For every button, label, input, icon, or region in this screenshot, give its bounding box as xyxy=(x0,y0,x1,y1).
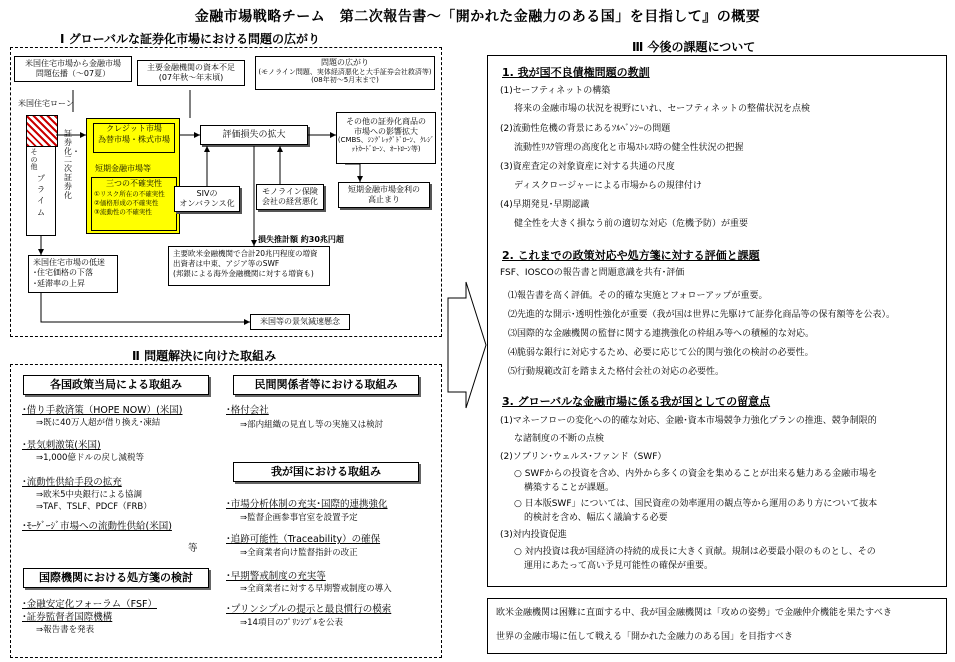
issue3-item3: (3)対内投資促進 xyxy=(500,530,567,540)
japan-item-analysis: ･市場分析体制の充実･国際的連携強化 xyxy=(226,499,388,510)
gov-item-liquidity: ･流動性供給手段の拡充 xyxy=(22,477,122,488)
gov-item-hope-now: ･借り手救済策（HOPE NOW）(米国) xyxy=(22,405,183,416)
issue3-item3a-2: 運用にあたって高い予見可能性の確保が重要。 xyxy=(524,561,714,571)
issue3-item2b-1: ○ 日本版SWF」については、国民資産の効率運用の観点等から運用のあり方について抜本 xyxy=(514,499,878,509)
japan-item-traceability: ･追跡可能性（Traceability）の確保 xyxy=(226,534,381,545)
issue1-item3-detail: ディスクロージャーによる市場からの規律付け xyxy=(514,181,702,191)
private-item-rating: ･格付会社 xyxy=(226,405,269,416)
japan-item-principles-detail: ⇒14項目のﾌﾟﾘﾝｼﾌﾟﾙを公表 xyxy=(240,618,343,628)
conclusion-line1: 欧米金融機関は困難に直面する中、我が国金融機関は「攻めの姿勢」で金融仲介機能を果たすべき xyxy=(496,608,892,618)
japan-item-early-warning: ･早期警戒制度の充実等 xyxy=(226,571,326,582)
issue1-item1-detail: 将来の金融市場の状況を視野にいれ、セーフティネットの整備状況を点検 xyxy=(514,104,811,114)
prime-box: その他 プライム xyxy=(26,146,56,236)
section2-heading: Ⅱ 問題解決に向けた取組み xyxy=(132,349,277,363)
issue1-item1: (1)セーフティネットの構築 xyxy=(500,86,611,96)
issue1-item2: (2)流動性危機の背景にあるｿﾙﾍﾞﾝｼｰの問題 xyxy=(500,124,671,134)
japan-item-principles: ･プリンシプルの提示と最良慣行の模索 xyxy=(226,604,392,615)
valuation-loss-box: 評価損失の拡大 xyxy=(200,125,308,145)
etc-label: 等 xyxy=(188,543,198,554)
issue3-item2b-2: 的検討を含め、幅広く議論する必要 xyxy=(524,513,668,523)
issue2-item4: ⑷脆弱な銀行に対応するため、必要に応じて公的関与強化の検討の必要性。 xyxy=(508,348,814,358)
section1-heading: Ⅰ グローバルな証券化市場における問題の広がり xyxy=(60,32,321,46)
issue2-item2: ⑵先進的な開示･透明性強化が重要（我が国は世界に先駆けて証券化商品等の保有額等を公表）。 xyxy=(508,310,896,320)
other-securitization-box: その他の証券化商品の 市場への影響拡大 (CMBS、ｼﾝｸﾞﾚｯｸﾞﾄﾞﾛｰﾝ、ｸﾚｼﾞｯﾄｶｰﾄﾞﾛｰﾝ、ｵｰﾄﾛｰﾝ等) xyxy=(336,112,436,164)
issue1-item3: (3)資産査定の対象資産に対する共通の尺度 xyxy=(500,162,675,172)
intl-item-iosco-detail: ⇒報告書を発表 xyxy=(36,625,95,635)
gov-item-liquidity-detail: ⇒欧米5中央銀行による協調 xyxy=(36,490,143,500)
issue1-item4: (4)早期発見･早期認識 xyxy=(500,200,590,210)
japan-efforts-header: 我が国における取組み xyxy=(233,462,419,482)
conclusion-line2: 世界の金融市場に伍して戦える「開かれた金融力のある国」を目指すべき xyxy=(496,632,793,642)
big-right-arrow xyxy=(448,282,486,408)
intl-item-iosco: ･証券監督者国際機構 xyxy=(22,612,113,623)
gov-item-liquidity-detail2: ⇒TAF、TSLF、PDCF（FRB） xyxy=(36,502,152,512)
intl-item-fsf: ･金融安定化フォーラム（FSF） xyxy=(22,599,157,610)
siv-box: SIVの オンバランス化 xyxy=(174,186,240,212)
monoline-box: モノライン保険 会社の経営悪化 xyxy=(256,184,324,210)
intl-efforts-header: 国際機関における処方箋の検討 xyxy=(23,568,209,588)
page-title: 金融市場戦略チーム 第二次報告書～「開かれた金融力のある国」を目指して』の概要 xyxy=(194,9,761,25)
issue2-item3: ⑶国際的な金融機関の監督に関する連携強化の枠組み等への積極的な対応。 xyxy=(508,329,815,339)
issue2-item1: ⑴報告書を高く評価。その的確な実施とフォローアップが重要。 xyxy=(508,291,768,301)
capital-raise-box: 主要欧米金融機関で合計20兆円程度の増資 出資者は中東、アジア等のSWF (邦銀による海外金融機関に対する増資も) xyxy=(168,246,330,286)
issue3-item1b: な諸制度の不断の点検 xyxy=(514,434,605,444)
gov-item-stimulus-detail: ⇒1,000億ドルの戻し減税等 xyxy=(36,453,144,463)
issue1-item2-detail: 流動性ﾘｽｸ管理の高度化と市場ｽﾄﾚｽ時の健全性状況の把握 xyxy=(514,143,744,153)
conclusion-box xyxy=(487,598,947,654)
credit-market-box: クレジット市場 為替市場・株式市場 短期金融市場等 三つの不確実性 ①リスク所在の不確実性 ②価格形成の不確実性 ③流動性の不確実性 xyxy=(86,118,180,234)
short-rate-box: 短期金融市場金利の 高止まり xyxy=(338,182,430,208)
issue1-heading: 1. 我が国不良債権問題の教訓 xyxy=(502,66,650,79)
japan-item-traceability-detail: ⇒全商業者向け監督指針の改正 xyxy=(240,548,358,558)
issue3-item2a-2: 構築することが課題。 xyxy=(524,483,615,493)
issue1-item4-detail: 健全性を大きく損なう前の適切な対応（危機予防）が重要 xyxy=(514,219,749,229)
securitization-vertical-label: 証券化・二次証券化 xyxy=(64,129,80,200)
issue2-heading: 2. これまでの政策対応や処方箋に対する評価と課題 xyxy=(502,249,760,262)
us-housing-loan-label: 米国住宅ローン xyxy=(18,99,74,108)
issue2-item5: ⑸行動規範改訂を踏まえた格付会社の対応の必要性。 xyxy=(508,367,725,377)
gov-item-mortgage: ･ﾓｰｹﾞｰｼﾞ市場への流動性供給(米国) xyxy=(22,521,172,532)
issue3-item3a-1: ○ 対内投資は我が国経済の持続的成長に大きく貢献。規制は必要最小限のものとし、その xyxy=(514,547,876,557)
japan-item-analysis-detail: ⇒監督企画参事官室を設置予定 xyxy=(240,513,358,523)
us-slowdown-box: 米国等の景気減速懸念 xyxy=(250,314,350,330)
section3-heading: Ⅲ 今後の課題について xyxy=(632,40,756,54)
issue3-heading: 3. グローバルな金融市場に係る我が国としての留意点 xyxy=(502,395,771,408)
issue3-item2a-1: ○ SWFからの投資を含め、内外から多くの資金を集めることが出来る魅力ある金融市場を xyxy=(514,469,878,479)
issue3-item1a: (1)マネーフローの変化への的確な対応、金融･資本市場競争力強化プランの推進、競争制限的 xyxy=(500,416,877,426)
issue2-intro: FSF、IOSCOの報告書と問題意識を共有･評価 xyxy=(500,268,685,278)
us-housing-slump-box: 米国住宅市場の低迷 ･住宅価格の下落 ･延滞率の上昇 xyxy=(28,255,118,293)
issue3-item2: (2)ソブリン･ウェルス･ファンド（SWF） xyxy=(500,452,667,462)
three-uncertainties-box: 三つの不確実性 ①リスク所在の不確実性 ②価格形成の不確実性 ③流動性の不確実性 xyxy=(91,177,177,231)
box-us-housing-propagation: 米国住宅市場から金融市場 問題伝播（～07夏） xyxy=(14,56,132,82)
japan-item-early-warning-detail: ⇒全商業者に対する早期警戒制度の導入 xyxy=(240,584,392,594)
private-item-rating-detail: ⇒部内組織の見直し等の実施又は検討 xyxy=(240,420,384,430)
gov-item-hope-now-detail: ⇒既に40万人超が借り換え･凍結 xyxy=(36,418,161,428)
gov-efforts-header: 各国政策当局による取組み xyxy=(23,375,209,395)
gov-item-stimulus: ･景気刺激策(米国) xyxy=(22,440,101,451)
loss-estimate-label: 損失推計額 約30兆円超 xyxy=(258,235,344,244)
box-capital-shortage: 主要金融機関の資本不足 (07年秋～年末頃) xyxy=(137,60,245,86)
private-efforts-header: 民間関係者等における取組み xyxy=(233,375,419,395)
box-problem-spread: 問題の広がり (モノライン問題、実体経済悪化と大手証券会社救済等) (08年初～5月末まで) xyxy=(255,56,435,90)
